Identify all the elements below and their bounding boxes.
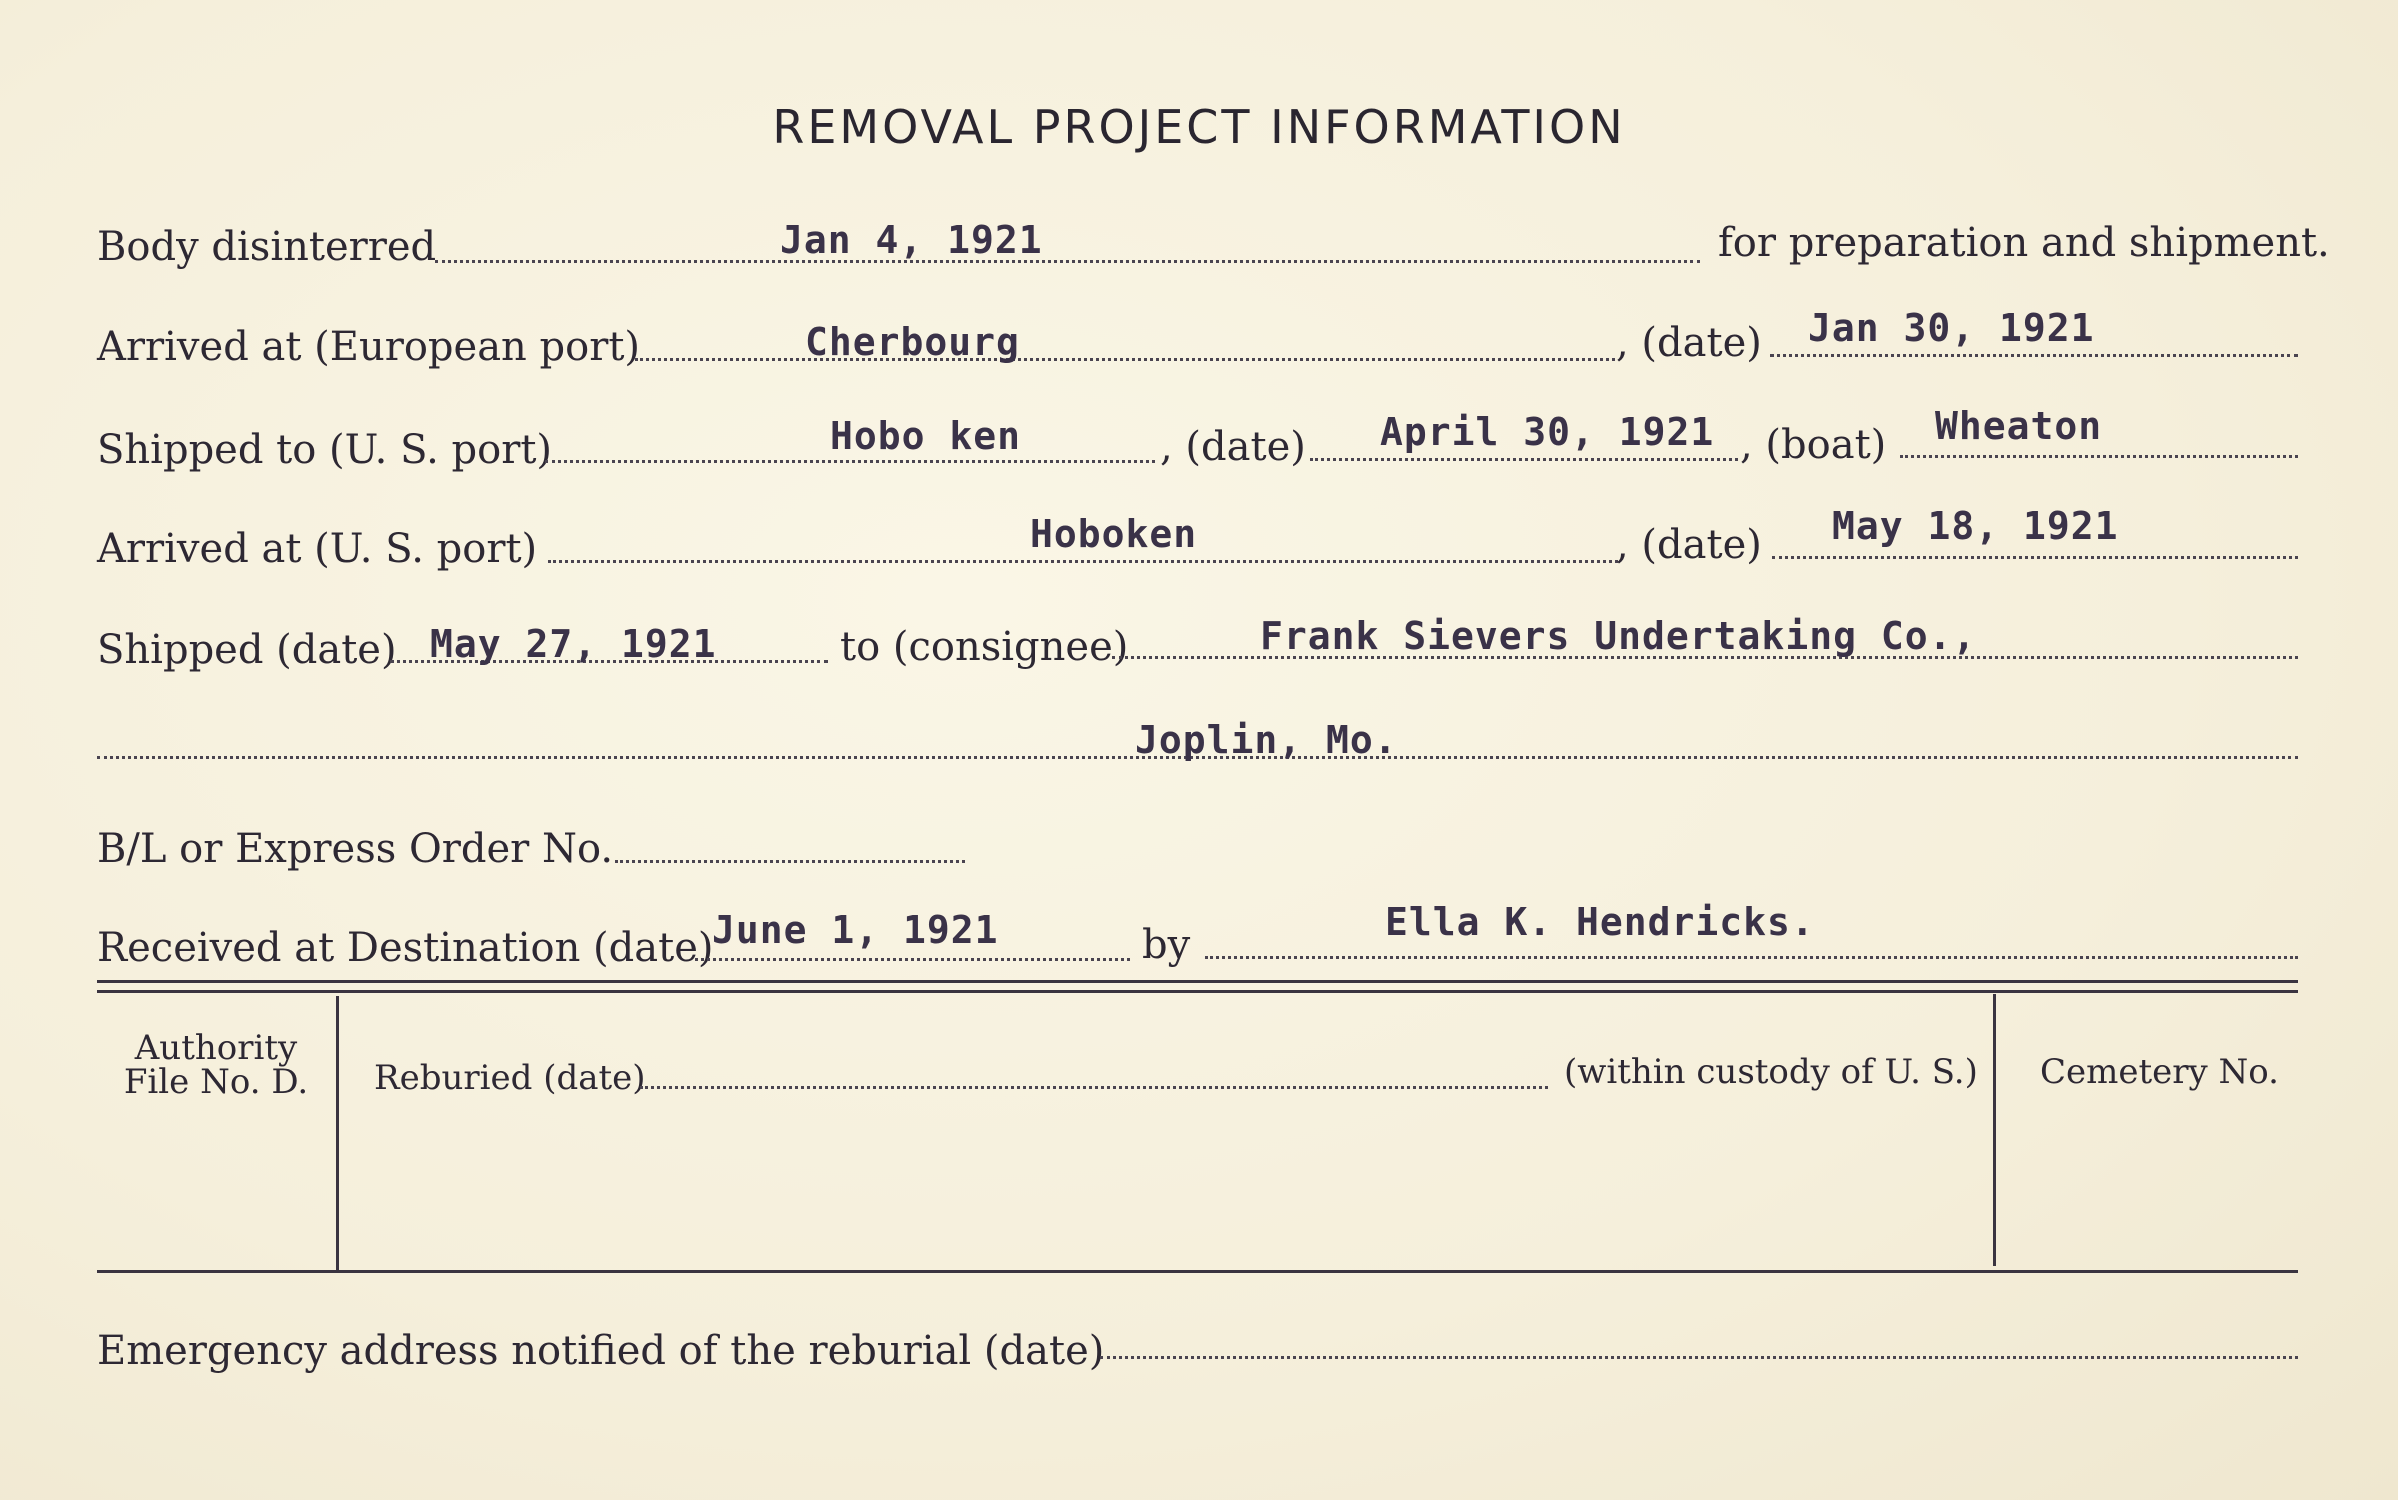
dotted-line [635, 358, 1615, 361]
label-date: , (date) [1616, 320, 1762, 366]
label-custody: (within custody of U. S.) [1564, 1052, 1978, 1092]
dotted-line [545, 460, 1155, 463]
value-us-port-shipped: Hobo ken [830, 414, 1022, 458]
page-title: REMOVAL PROJECT INFORMATION [772, 100, 1626, 154]
divider-rule [97, 980, 2298, 983]
label-arrived-european: Arrived at (European port) [97, 324, 641, 370]
dotted-line [640, 1086, 1548, 1089]
dotted-line [435, 260, 1700, 263]
value-received-by: Ella K. Hendricks. [1385, 900, 1815, 944]
value-european-port: Cherbourg [805, 320, 1020, 364]
value-consignee-city: Joplin, Mo. [1135, 718, 1398, 762]
label-reburied: Reburied (date) [374, 1058, 646, 1098]
label-arrived-us: Arrived at (U. S. port) [97, 526, 538, 572]
label-bl-order: B/L or Express Order No. [97, 826, 614, 872]
value-arrived-us-date: May 18, 1921 [1832, 504, 2119, 548]
column-divider [336, 996, 339, 1272]
value-boat: Wheaton [1935, 404, 2103, 448]
value-shipped-us-date: April 30, 1921 [1380, 410, 1715, 454]
value-consignee: Frank Sievers Undertaking Co., [1260, 614, 1977, 658]
label-shipped-date: Shipped (date) [97, 627, 397, 673]
value-us-port-arrived: Hoboken [1030, 512, 1198, 556]
dotted-line [548, 560, 1618, 563]
dotted-line [695, 958, 1130, 961]
dotted-line [1770, 354, 2298, 357]
label-to-consignee: to (consignee) [840, 624, 1129, 670]
dotted-line [615, 860, 965, 863]
label-boat: , (boat) [1740, 422, 1887, 468]
value-shipped-date: May 27, 1921 [430, 622, 717, 666]
value-european-date: Jan 30, 1921 [1808, 306, 2095, 350]
column-divider [1993, 994, 1996, 1266]
label-authority: Authority [134, 1028, 298, 1068]
divider-rule [97, 1270, 2298, 1273]
label-received: Received at Destination (date) [97, 925, 714, 971]
dotted-line [1900, 455, 2298, 458]
dotted-line [1100, 1356, 2298, 1359]
label-for-preparation: for preparation and shipment. [1718, 220, 2330, 266]
divider-rule [97, 990, 2298, 993]
dotted-line [1310, 458, 1738, 461]
dotted-line [1205, 956, 2298, 959]
value-disinterred-date: Jan 4, 1921 [780, 218, 1043, 262]
label-by: by [1142, 922, 1191, 968]
label-file-no: File No. D. [123, 1062, 309, 1102]
label-cemetery-no: Cemetery No. [2040, 1052, 2279, 1092]
label-date: , (date) [1616, 522, 1762, 568]
label-body-disinterred: Body disinterred [97, 224, 437, 270]
value-received-date: June 1, 1921 [712, 908, 999, 952]
dotted-line [1772, 556, 2298, 559]
label-date: , (date) [1160, 424, 1306, 470]
label-emergency: Emergency address notified of the reburial (date) [97, 1328, 1105, 1374]
label-shipped-to-us: Shipped to (U. S. port) [97, 427, 552, 473]
